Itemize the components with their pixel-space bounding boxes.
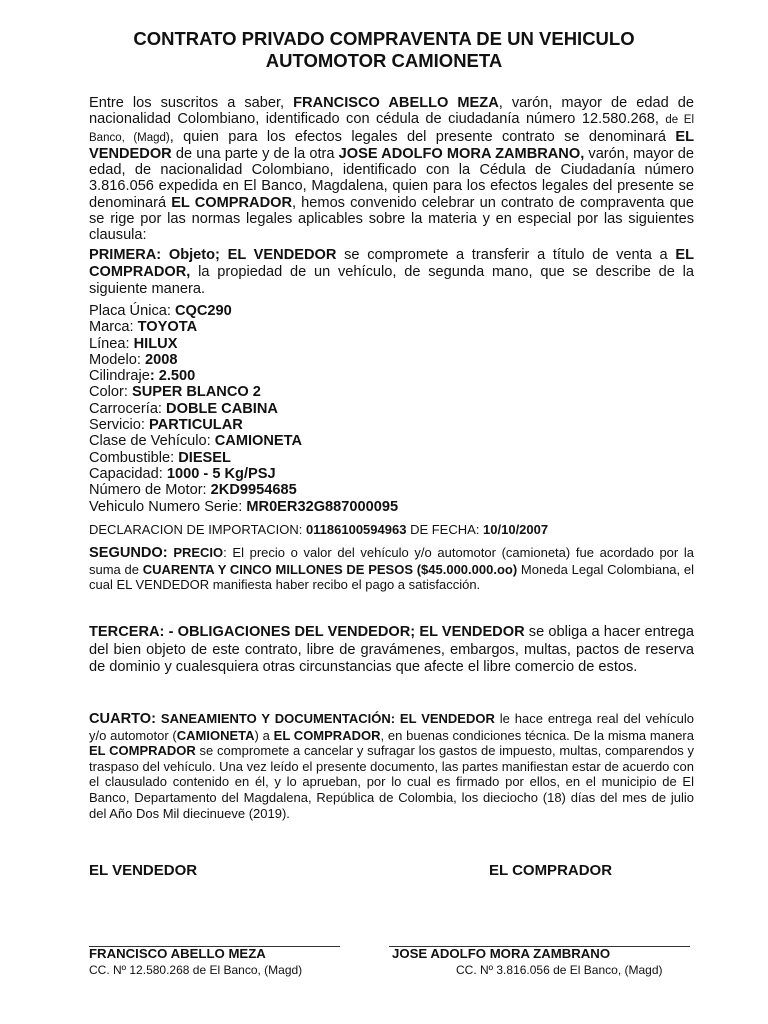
vehicle-detail-label: Número de Motor: — [89, 482, 211, 499]
clause-heading: SEGUNDO: — [89, 545, 168, 561]
clause-heading: TERCERA: - OBLIGACIONES DEL VENDEDOR; EL VENDEDOR — [89, 624, 525, 640]
vehicle-detail-value: DIESEL — [178, 449, 231, 466]
clause-primera — [89, 247, 694, 298]
vehicle-type: CAMIONETA — [176, 727, 255, 743]
vehicle-detail-item — [89, 482, 694, 498]
vehicle-detail-label: Servicio: — [89, 417, 150, 434]
vehicle-detail-item — [89, 368, 694, 384]
buyer-role: EL COMPRADOR, — [89, 247, 694, 280]
title-line-2: AUTOMOTOR CAMIONETA — [265, 50, 503, 71]
buyer-role: EL COMPRADOR — [171, 194, 292, 211]
intro-text: de una parte y de la otra — [171, 145, 339, 162]
declaration-date-label: DE FECHA: — [406, 522, 484, 537]
clause-text: se obliga a hacer entrega del bien objeto de este contrato, libre de gravámenes, embargos, multas, pactos de reserva de dominio y cualesquiera otras circunstancias que afecte el libre comercio de estos. — [89, 624, 694, 675]
clause-heading: CUARTO: — [89, 711, 157, 727]
clause-text: le hace entrega real del vehículo y/o automotor ( — [89, 711, 695, 743]
vehicle-detail-item — [89, 417, 694, 433]
vehicle-details-list — [89, 303, 694, 515]
buyer-role: EL COMPRADOR — [273, 727, 381, 743]
clause-text: se compromete a transferir a título de venta a — [336, 247, 676, 263]
intro-origin: de El Banco, (Magd) — [89, 114, 694, 144]
seller-signature-label: EL VENDEDOR — [89, 862, 198, 879]
clause-segundo — [89, 545, 694, 593]
buyer-signature-label: EL COMPRADOR — [489, 862, 613, 879]
clause-cuarto — [89, 711, 694, 821]
vehicle-detail-label: Combustible: — [89, 449, 179, 466]
import-declaration — [89, 522, 694, 538]
vehicle-detail-item — [89, 401, 694, 417]
vehicle-detail-item — [89, 466, 694, 482]
vehicle-detail-item — [89, 499, 694, 515]
intro-text: , quien para los efectos legales del presente contrato se denominará — [169, 128, 676, 145]
clause-subheading: PRECIO — [173, 545, 224, 560]
intro-text: , hemos convenido celebrar un contrato de compraventa que se rige por las normas legales aplicables sobre la materia y en especial por las siguientes clausula: — [89, 194, 694, 244]
intro-text: varón, mayor de edad, de nacionalidad Colombiano, identificado con la Cédula de Ciudadanía número 3.816.056 expedida en El Banco, Magdalena, quien para los efectos legales del presente se denominará — [89, 145, 694, 211]
vehicle-detail-value: 2KD9954685 — [210, 482, 297, 499]
vehicle-detail-value: PARTICULAR — [149, 417, 243, 434]
vehicle-detail-item — [89, 319, 694, 335]
seller-signature-name: FRANCISCO ABELLO MEZA — [89, 946, 266, 961]
clause-tercera — [89, 624, 694, 677]
buyer-role: EL COMPRADOR — [89, 743, 196, 759]
declaration-number: 01186100594963 — [305, 522, 407, 537]
clause-text: Moneda Legal Colombiana, el cual EL VENDEDOR manifiesta haber recibo el pago a satisfacción. — [89, 561, 694, 592]
vehicle-detail-value: 2008 — [144, 351, 178, 368]
vehicle-detail-item — [89, 352, 694, 368]
buyer-name: JOSE ADOLFO MORA ZAMBRANO, — [338, 145, 585, 162]
vehicle-detail-value: CQC290 — [174, 303, 232, 319]
title-line-1: CONTRATO PRIVADO COMPRAVENTA DE UN VEHICULO — [133, 28, 635, 49]
seller-id-number: CC. Nº 12.580.268 de El Banco, (Magd) — [89, 963, 303, 977]
vehicle-detail-value: SUPER BLANCO 2 — [131, 384, 261, 401]
vehicle-detail-value: HILUX — [133, 335, 178, 352]
clause-text: ) a — [254, 727, 274, 743]
intro-text: Entre los suscritos a saber, — [89, 95, 294, 111]
vehicle-detail-label: Color: — [89, 384, 132, 401]
vehicle-detail-item — [89, 450, 694, 466]
declaration-date: 10/10/2007 — [483, 522, 549, 537]
vehicle-detail-item — [89, 303, 694, 319]
vehicle-detail-value: CAMIONETA — [214, 433, 303, 450]
vehicle-detail-label: Carrocería: — [89, 400, 167, 417]
buyer-id-number: CC. Nº 3.816.056 de El Banco, (Magd) — [456, 963, 663, 977]
vehicle-detail-item — [89, 384, 694, 400]
intro-text: , varón, mayor de edad de nacionalidad Colombiano, identificado con cédula de ciudadanía número 12.580.268, — [89, 95, 694, 128]
buyer-signature-name: JOSE ADOLFO MORA ZAMBRANO — [392, 946, 611, 961]
declaration-label: DECLARACION DE IMPORTACION: — [89, 522, 306, 537]
price-amount: CUARENTA Y CINCO MILLONES DE PESOS ($45.000.000.oo) — [142, 561, 518, 577]
vehicle-detail-value: DOBLE CABINA — [166, 400, 278, 417]
intro-paragraph — [89, 95, 694, 244]
clause-heading: PRIMERA: Objeto; EL VENDEDOR — [89, 247, 337, 263]
vehicle-detail-value: 1000 - 5 Kg/PSJ — [166, 465, 276, 482]
clause-text: , en buenas condiciones técnica. De la misma manera — [380, 727, 694, 743]
clause-subheading: SANEAMIENTO Y DOCUMENTACIÓN: EL VENDEDOR — [156, 711, 495, 726]
clause-text: : El precio o valor del vehículo y/o automotor (camioneta) fue acordado por la suma de — [89, 545, 694, 577]
seller-role: EL VENDEDOR — [89, 128, 694, 162]
vehicle-detail-label: Clase de Vehículo: — [89, 433, 215, 450]
vehicle-detail-item — [89, 433, 694, 449]
vehicle-detail-item — [89, 336, 694, 352]
vehicle-detail-value: : 2.500 — [149, 368, 196, 385]
vehicle-detail-label: Placa Única: — [89, 303, 175, 319]
seller-name: FRANCISCO ABELLO MEZA — [293, 95, 499, 111]
clause-text: se compromete a cancelar y sufragar los gastos de impuesto, multas, comparendos y traspaso del vehículo. Una vez leído el presente documento, las partes manifiestan estar de acuerdo con el clausulado contenido en él, y lo aprueban, por lo cual es firmado por ellos, en el municipio de El Banco, Departamento del Magdalena, República de Colombia, los dieciocho (18) días del mes de julio del Año Dos Mil diecinueve (2019). — [89, 743, 694, 821]
vehicle-detail-value: MR0ER32G887000095 — [246, 498, 399, 515]
clause-text: la propiedad de un vehículo, de segunda mano, que se describe de la siguiente manera. — [89, 264, 694, 297]
document-title — [60, 28, 708, 72]
vehicle-detail-label: Modelo: — [89, 351, 145, 368]
vehicle-detail-value: TOYOTA — [137, 319, 198, 336]
vehicle-detail-label: Vehiculo Numero Serie: — [89, 498, 247, 515]
vehicle-detail-label: Cilindraje — [89, 368, 150, 385]
vehicle-detail-label: Línea: — [89, 335, 134, 352]
vehicle-detail-label: Capacidad: — [89, 465, 167, 482]
vehicle-detail-label: Marca: — [89, 319, 138, 336]
